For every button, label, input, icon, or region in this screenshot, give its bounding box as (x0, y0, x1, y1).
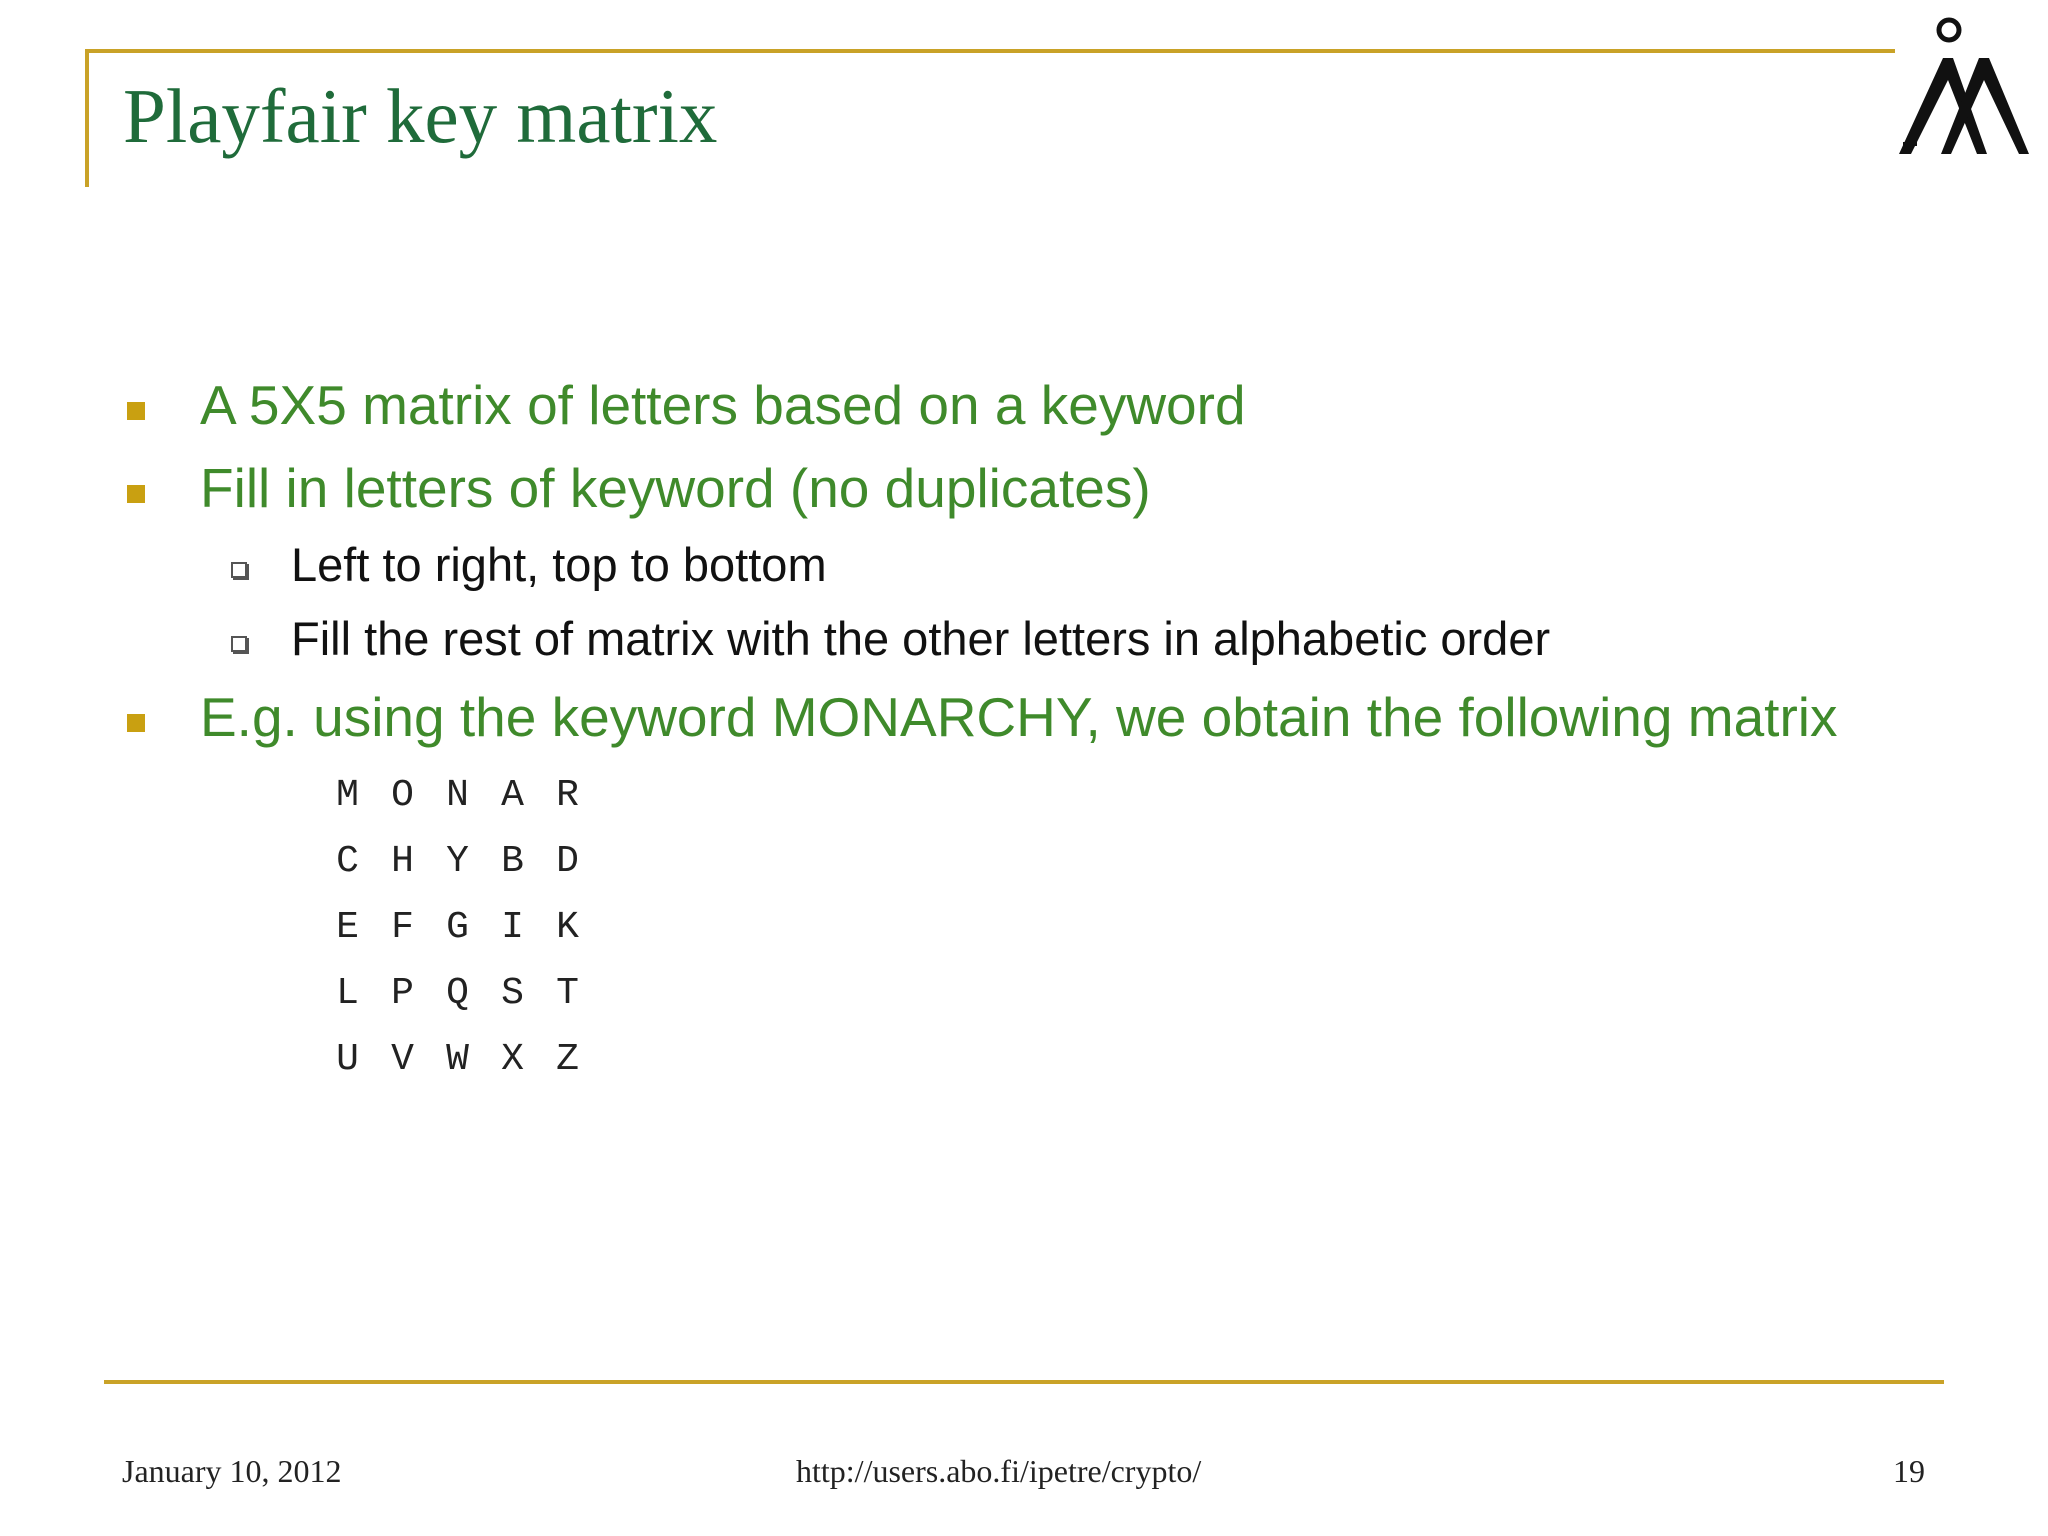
bullet-marker (127, 714, 145, 732)
matrix-cell: K (556, 906, 579, 949)
matrix-cell: P (391, 972, 414, 1015)
matrix-cell: S (501, 972, 524, 1015)
matrix-cell: M (336, 774, 359, 817)
matrix-cell: B (501, 840, 524, 883)
matrix-cell: T (556, 972, 579, 1015)
matrix-row (320, 763, 595, 829)
bullet-marker (127, 485, 145, 503)
matrix-row (320, 895, 595, 961)
footer-url[interactable]: http://users.abo.fi/ipetre/crypto/ (796, 1453, 1202, 1489)
matrix-cell: V (391, 1038, 414, 1081)
bullet-marker (127, 402, 145, 420)
matrix-cell: E (336, 906, 359, 949)
matrix-row (320, 829, 595, 895)
matrix-cell: U (336, 1038, 359, 1081)
matrix-cell: F (391, 906, 414, 949)
matrix-cell: Y (446, 840, 469, 883)
page-number: 19 (1893, 1453, 1925, 1489)
matrix-cell: N (446, 774, 469, 817)
matrix-cell: H (391, 840, 414, 883)
matrix-cell: L (336, 972, 359, 1015)
bullet-item: E.g. using the keyword MONARCHY, we obtain the following matrix (200, 686, 1838, 748)
bullet-item: Fill in letters of keyword (no duplicates) (200, 457, 1151, 519)
footer-date: January 10, 2012 (122, 1453, 342, 1489)
bullet-item: A 5X5 matrix of letters based on a keyword (200, 374, 1246, 436)
matrix-cell: X (501, 1038, 524, 1081)
sub-bullet-marker (231, 562, 247, 578)
matrix-row (320, 961, 595, 1027)
matrix-cell: I (501, 906, 524, 949)
abo-akademi-logo-icon (1893, 14, 2033, 159)
slide-title: Playfair key matrix (123, 73, 718, 159)
footer-rule (104, 1380, 1944, 1384)
matrix-row (320, 1027, 595, 1093)
matrix-cell: R (556, 774, 579, 817)
sub-bullet-item: Left to right, top to bottom (291, 538, 827, 591)
matrix-cell: G (446, 906, 469, 949)
matrix-cell: W (446, 1038, 469, 1081)
matrix-cell: Z (556, 1038, 579, 1081)
matrix-cell: A (501, 774, 524, 817)
matrix-cell: D (556, 840, 579, 883)
matrix-cell: Q (446, 972, 469, 1015)
matrix-cell: C (336, 840, 359, 883)
playfair-matrix (320, 763, 595, 1093)
title-rule-left (85, 49, 89, 187)
matrix-cell: O (391, 774, 414, 817)
sub-bullet-item: Fill the rest of matrix with the other letters in alphabetic order (291, 612, 1551, 665)
title-rule-top (85, 49, 1895, 53)
sub-bullet-marker (231, 636, 247, 652)
